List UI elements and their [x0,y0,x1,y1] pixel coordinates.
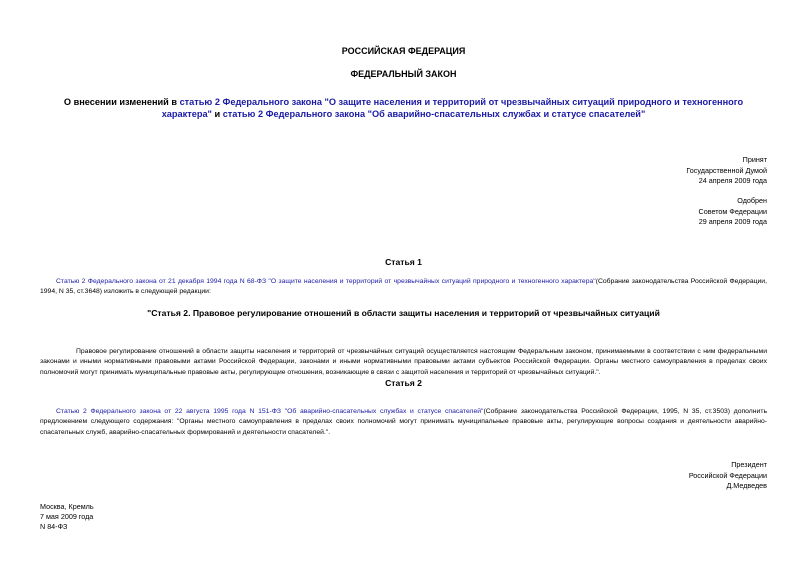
signature-line1: Президент [731,460,767,469]
article2-paragraph [40,407,767,438]
article1-paragraph [40,277,767,298]
law-title [40,96,767,120]
approved-line3: 29 апреля 2009 года [698,217,767,226]
article2-heading: Статья 2 [385,378,422,388]
adopted-block [567,155,767,187]
article2-link[interactable]: Статью 2 Федерального закона от 22 августа 1995 года N 151-ФЗ "Об аварийно-спасательных службах и статусе спасателей" [56,408,484,415]
title-link-law-68[interactable]: статью 2 Федерального закона "О защите населения и территорий от чрезвычайных ситуаций природного и техногенного характера" [161,97,744,119]
title-prefix: О внесении изменений в [63,97,180,107]
approved-line2: Советом Федерации [698,206,767,216]
title-link-law-151[interactable]: статью 2 Федерального закона "Об аварийно-спасательных службах и статусе спасателей" [222,109,646,119]
country-heading: РОССИЙСКАЯ ФЕДЕРАЦИЯ [341,46,466,56]
article1-link[interactable]: Статью 2 Федерального закона от 21 декабря 1994 года N 68-ФЗ "О защите населения и территорий от чрезвычайных ситуаций природного и техногенного характера" [56,278,596,285]
section-body-text: Правовое регулирование отношений в области защиты населения и территорий от чрезвычайных ситуаций осуществляется настоящим Федеральным законом, принимаемыми в соответствии с ним федеральными законами и иными нормативными правовыми актами Российской Федерации, законами и иными нормативными правовыми актами субъектов Российской Федерации. Органы местного самоуправления в пределах своих полномочий могут принимать муниципальные правовые акты, регулирующие отношения, возникающие в связи с защитой населения и территорий от чрезвычайных ситуаций.". [40,348,767,376]
adopted-line3: 24 апреля 2009 года [698,176,767,185]
signature-line3: Д.Медведев [726,481,767,490]
adopted-line2: Государственной Думой [686,165,767,175]
place-line1: Москва, Кремль [40,502,94,511]
article1-rest: (Собрание законодательства Российской Федерации, 1994, N 35, ст.3648) изложить в следующей редакции: [40,278,767,296]
article1-heading: Статья 1 [385,257,422,267]
place-line3: N 84-ФЗ [40,522,68,531]
adopted-line1: Принят [742,155,767,164]
signature-block [567,460,767,492]
place-line2: 7 мая 2009 года [40,512,94,521]
doc-type-heading: ФЕДЕРАЛЬНЫЙ ЗАКОН [350,69,457,79]
article2-rest: (Собрание законодательства Российской Федерации, 1995, N 35, ст.3503) дополнить предложением следующего содержания: "Органы местного самоуправления в пределах своих полномочий могут принимать муниципальные правовые акты, регулирующие вопросы создания и деятельности аварийно-спасательных служб, аварийно-спасательных формирований и деятельности спасателей.". [40,408,767,436]
section-title: "Статья 2. Правовое регулирование отношений в области защиты населения и территорий от чрезвычайных ситуаций [147,308,660,318]
title-middle: и [211,109,223,119]
place-date-block [40,502,240,532]
approved-line1: Одобрен [737,196,767,205]
section-body [40,347,767,378]
approved-block [567,196,767,228]
signature-line2: Российской Федерации [688,470,767,480]
